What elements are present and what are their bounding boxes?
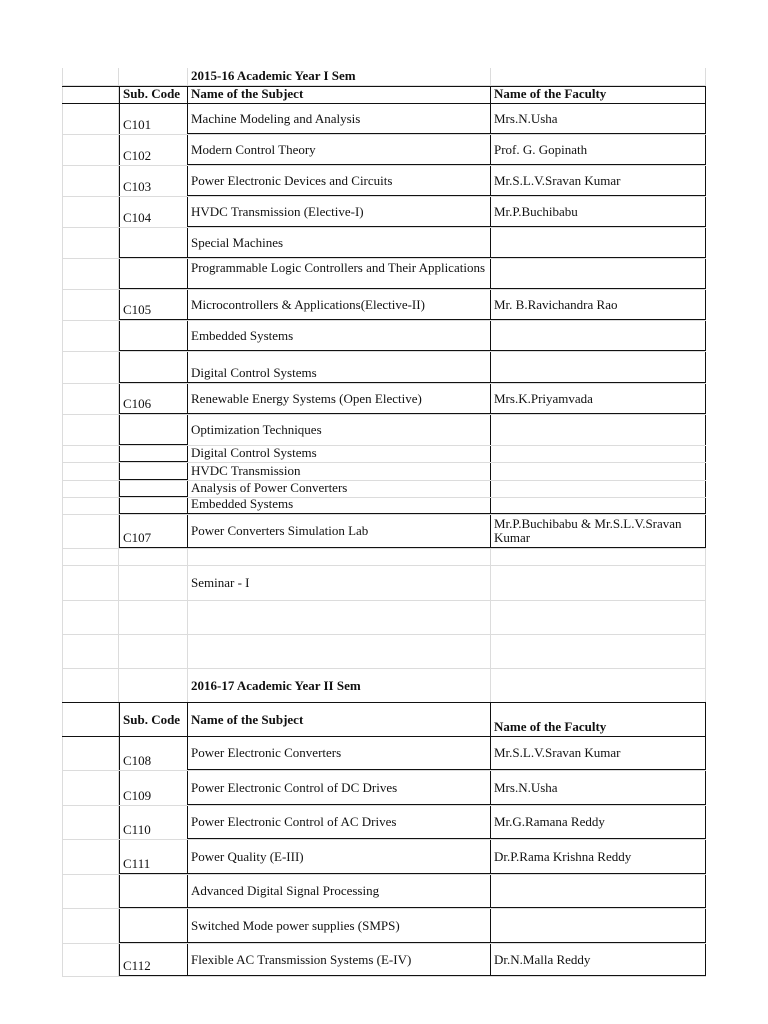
table-row <box>62 737 706 771</box>
subject-code: C102 <box>123 148 152 163</box>
faculty-name: Mr.S.L.V.Sravan Kumar <box>494 172 621 188</box>
faculty-name: Dr.N.Malla Reddy <box>494 951 591 967</box>
row-margin-cell[interactable] <box>62 166 119 196</box>
row-margin-cell[interactable] <box>62 463 119 480</box>
row-margin-cell[interactable] <box>62 840 119 874</box>
code-cell[interactable] <box>119 498 188 514</box>
code-cell[interactable] <box>119 352 188 383</box>
sem2-header-row <box>62 703 706 737</box>
faculty-name: Mr.P.Buchibabu <box>494 203 578 219</box>
row-margin-cell[interactable] <box>62 415 119 445</box>
subject-name: Programmable Logic Controllers and Their Applications <box>191 260 486 275</box>
table-row <box>62 944 706 977</box>
table-row <box>62 481 706 498</box>
subject-cell[interactable] <box>188 806 491 839</box>
subject-name: Power Quality (E-III) <box>191 848 304 864</box>
faculty-name: Prof. G. Gopinath <box>494 141 588 157</box>
subject-name: Power Electronic Control of AC Drives <box>191 814 397 829</box>
subject-name: Power Electronic Devices and Circuits <box>191 172 393 188</box>
code-cell[interactable] <box>119 384 188 414</box>
subject-cell[interactable] <box>188 944 491 976</box>
subject-cell[interactable] <box>188 498 491 514</box>
faculty-cell[interactable] <box>491 104 706 134</box>
sem2-heading: 2016-17 Academic Year II Sem <box>191 677 361 693</box>
subject-name: Power Electronic Control of DC Drives <box>191 779 398 795</box>
row-margin-cell[interactable] <box>62 498 119 514</box>
row-margin-cell[interactable] <box>62 228 119 258</box>
code-cell[interactable] <box>119 166 188 196</box>
row-margin-cell[interactable] <box>62 352 119 383</box>
subject-name: Switched Mode power supplies (SMPS) <box>191 917 400 933</box>
faculty-cell[interactable] <box>491 352 706 383</box>
header-code-cell[interactable] <box>119 87 188 103</box>
faculty-cell[interactable] <box>491 228 706 258</box>
code-cell[interactable] <box>119 840 188 874</box>
faculty-cell[interactable] <box>491 259 706 289</box>
table-row <box>62 415 706 446</box>
table-row <box>62 228 706 259</box>
subject-name: Advanced Digital Signal Processing <box>191 883 380 898</box>
faculty-cell[interactable] <box>491 944 706 976</box>
subject-code: C106 <box>123 396 152 411</box>
subject-name: Embedded Systems <box>191 327 294 343</box>
spreadsheet-grid <box>62 68 706 977</box>
subject-cell[interactable] <box>188 415 491 445</box>
subject-name: Analysis of Power Converters <box>191 481 348 495</box>
subject-code: C111 <box>123 856 151 871</box>
row-margin-cell[interactable] <box>62 259 119 289</box>
row-margin-cell[interactable] <box>62 669 119 702</box>
table-row <box>62 463 706 481</box>
subject-code: C108 <box>123 753 152 768</box>
row-margin-cell[interactable] <box>62 104 119 134</box>
cell[interactable] <box>188 635 491 668</box>
subject-name: Renewable Energy Systems (Open Elective) <box>191 390 422 406</box>
subject-code: C104 <box>123 210 152 225</box>
cell[interactable] <box>119 566 188 600</box>
row-margin-cell[interactable] <box>62 909 119 943</box>
column-header-code: Sub. Code <box>123 711 181 727</box>
table-row <box>62 104 706 135</box>
sem1-header-row <box>62 86 706 104</box>
subject-cell[interactable] <box>188 352 491 383</box>
subject-name: Power Electronic Converters <box>191 745 342 760</box>
subject-name: Modern Control Theory <box>191 141 316 157</box>
faculty-name: Mrs.N.Usha <box>494 779 558 795</box>
faculty-cell[interactable] <box>491 771 706 805</box>
cell[interactable] <box>119 601 188 634</box>
faculty-cell[interactable] <box>491 481 706 497</box>
code-cell[interactable] <box>119 909 188 943</box>
subject-code: C107 <box>123 530 152 545</box>
subject-cell[interactable] <box>188 259 491 289</box>
faculty-cell[interactable] <box>491 290 706 320</box>
table-row <box>62 135 706 166</box>
cell[interactable] <box>491 549 706 565</box>
row-margin-cell[interactable] <box>62 635 119 668</box>
table-row <box>62 446 706 463</box>
table-row <box>62 840 706 875</box>
code-cell[interactable] <box>119 104 188 134</box>
cell[interactable] <box>188 549 491 565</box>
subject-code: C105 <box>123 302 152 317</box>
code-cell[interactable] <box>119 737 188 770</box>
cell[interactable] <box>491 68 706 85</box>
code-cell[interactable] <box>119 135 188 165</box>
faculty-cell[interactable] <box>491 321 706 351</box>
faculty-name: Mr.P.Buchibabu & Mr.S.L.V.Sravan Kumar <box>494 516 682 545</box>
subject-name: Machine Modeling and Analysis <box>191 110 361 126</box>
table-row <box>62 384 706 415</box>
cell[interactable] <box>491 635 706 668</box>
table-row <box>62 321 706 352</box>
empty-row <box>62 635 706 669</box>
code-cell[interactable] <box>119 944 188 976</box>
header-subject-cell[interactable] <box>188 703 491 736</box>
faculty-cell[interactable] <box>491 515 706 548</box>
subject-code: C103 <box>123 179 152 194</box>
column-header-code: Sub. Code <box>123 87 181 101</box>
subject-name: Optimization Techniques <box>191 422 322 437</box>
subject-name: Microcontrollers & Applications(Elective-II) <box>191 296 425 312</box>
cell[interactable] <box>119 635 188 668</box>
faculty-name: Dr.P.Rama Krishna Reddy <box>494 848 632 864</box>
code-cell[interactable] <box>119 771 188 805</box>
sem1-heading-row <box>62 68 706 86</box>
empty-row <box>62 549 706 566</box>
subject-cell[interactable] <box>188 771 491 805</box>
empty-row <box>62 601 706 635</box>
faculty-name: Mr.G.Ramana Reddy <box>494 814 605 829</box>
row-margin-cell[interactable] <box>62 446 119 462</box>
seminar-row <box>62 566 706 601</box>
cell[interactable] <box>119 68 188 85</box>
row-margin-cell[interactable] <box>62 944 119 976</box>
table-row <box>62 515 706 549</box>
row-margin-cell[interactable] <box>62 549 119 565</box>
cell[interactable] <box>188 601 491 634</box>
table-row <box>62 166 706 197</box>
cell[interactable] <box>491 601 706 634</box>
subject-cell[interactable] <box>188 481 491 497</box>
subject-cell[interactable] <box>188 463 491 480</box>
subject-cell[interactable] <box>188 909 491 943</box>
sem1-heading: 2015-16 Academic Year I Sem <box>191 68 356 83</box>
row-margin-cell[interactable] <box>62 384 119 414</box>
code-cell[interactable] <box>119 446 188 462</box>
faculty-cell[interactable] <box>491 415 706 445</box>
code-cell[interactable] <box>119 228 188 258</box>
seminar-label: Seminar - I <box>191 575 250 590</box>
code-cell[interactable] <box>119 259 188 289</box>
faculty-cell[interactable] <box>491 806 706 839</box>
code-cell[interactable] <box>119 197 188 227</box>
faculty-cell[interactable] <box>491 446 706 462</box>
row-margin-cell[interactable] <box>62 875 119 908</box>
row-margin-cell[interactable] <box>62 87 119 103</box>
subject-cell[interactable] <box>188 384 491 414</box>
subject-cell[interactable] <box>188 515 491 548</box>
subject-name: Power Converters Simulation Lab <box>191 523 369 538</box>
row-margin-cell[interactable] <box>62 321 119 351</box>
subject-cell[interactable] <box>188 875 491 908</box>
code-cell[interactable] <box>119 321 188 351</box>
row-margin-cell[interactable] <box>62 737 119 770</box>
faculty-name: Mrs.K.Priyamvada <box>494 390 593 406</box>
row-margin-cell[interactable] <box>62 566 119 600</box>
code-cell[interactable] <box>119 806 188 839</box>
subject-cell[interactable] <box>188 446 491 462</box>
code-cell[interactable] <box>119 415 188 445</box>
row-margin-cell[interactable] <box>62 601 119 634</box>
faculty-cell[interactable] <box>491 875 706 908</box>
subject-cell[interactable] <box>188 166 491 196</box>
subject-code: C112 <box>123 958 151 973</box>
faculty-cell[interactable] <box>491 909 706 943</box>
table-row <box>62 875 706 909</box>
faculty-cell[interactable] <box>491 463 706 480</box>
subject-name: Special Machines <box>191 234 284 250</box>
faculty-name: Mr. B.Ravichandra Rao <box>494 296 618 312</box>
table-row <box>62 771 706 806</box>
subject-name: Digital Control Systems <box>191 365 317 380</box>
faculty-name: Mr.S.L.V.Sravan Kumar <box>494 745 621 760</box>
subject-code: C101 <box>123 117 152 132</box>
sem1-heading-cell[interactable] <box>188 68 491 85</box>
code-cell[interactable] <box>119 515 188 548</box>
table-row <box>62 909 706 944</box>
code-cell[interactable] <box>119 290 188 320</box>
faculty-cell[interactable] <box>491 498 706 514</box>
faculty-cell[interactable] <box>491 166 706 196</box>
header-faculty-cell[interactable] <box>491 87 706 103</box>
faculty-cell[interactable] <box>491 737 706 770</box>
table-row <box>62 259 706 290</box>
subject-name: HVDC Transmission (Elective-I) <box>191 203 364 219</box>
row-margin-cell[interactable] <box>62 481 119 497</box>
subject-cell[interactable] <box>188 228 491 258</box>
code-cell[interactable] <box>119 875 188 908</box>
row-margin-cell[interactable] <box>62 197 119 227</box>
subject-cell[interactable] <box>188 290 491 320</box>
cell[interactable] <box>119 669 188 702</box>
table-row <box>62 352 706 384</box>
row-margin-cell[interactable] <box>62 135 119 165</box>
cell[interactable] <box>491 669 706 702</box>
subject-cell[interactable] <box>188 840 491 874</box>
row-margin-cell[interactable] <box>62 290 119 320</box>
header-code-cell[interactable] <box>119 703 188 736</box>
row-margin-cell[interactable] <box>62 68 119 85</box>
faculty-cell[interactable] <box>491 197 706 227</box>
header-subject-cell[interactable] <box>188 87 491 103</box>
faculty-name: Mrs.N.Usha <box>494 110 558 126</box>
subject-cell[interactable] <box>188 321 491 351</box>
subject-cell[interactable] <box>188 737 491 770</box>
column-header-subject: Name of the Subject <box>191 87 304 101</box>
code-cell[interactable] <box>119 463 188 480</box>
subject-cell[interactable] <box>188 135 491 165</box>
faculty-cell[interactable] <box>491 384 706 414</box>
subject-name: Digital Control Systems <box>191 446 317 460</box>
cell[interactable] <box>119 549 188 565</box>
row-margin-cell[interactable] <box>62 806 119 839</box>
column-header-subject: Name of the Subject <box>191 711 304 727</box>
sem2-heading-cell[interactable] <box>188 669 491 702</box>
row-margin-cell[interactable] <box>62 703 119 736</box>
faculty-cell[interactable] <box>491 135 706 165</box>
table-row <box>62 197 706 228</box>
table-row <box>62 806 706 840</box>
table-row <box>62 498 706 515</box>
column-header-faculty: Name of the Faculty <box>494 87 607 101</box>
subject-name: HVDC Transmission <box>191 463 301 478</box>
faculty-cell[interactable] <box>491 840 706 874</box>
row-margin-cell[interactable] <box>62 515 119 548</box>
subject-cell[interactable] <box>188 197 491 227</box>
sem2-heading-row <box>62 669 706 703</box>
code-cell[interactable] <box>119 481 188 497</box>
column-header-faculty: Name of the Faculty <box>494 719 607 734</box>
subject-name: Embedded Systems <box>191 498 294 511</box>
subject-cell[interactable] <box>188 104 491 134</box>
cell[interactable] <box>491 566 706 600</box>
row-margin-cell[interactable] <box>62 771 119 805</box>
subject-code: C109 <box>123 788 152 803</box>
table-row <box>62 290 706 321</box>
header-faculty-cell[interactable] <box>491 703 706 736</box>
subject-code: C110 <box>123 822 151 837</box>
subject-name: Flexible AC Transmission Systems (E-IV) <box>191 951 412 967</box>
seminar-cell[interactable] <box>188 566 491 600</box>
